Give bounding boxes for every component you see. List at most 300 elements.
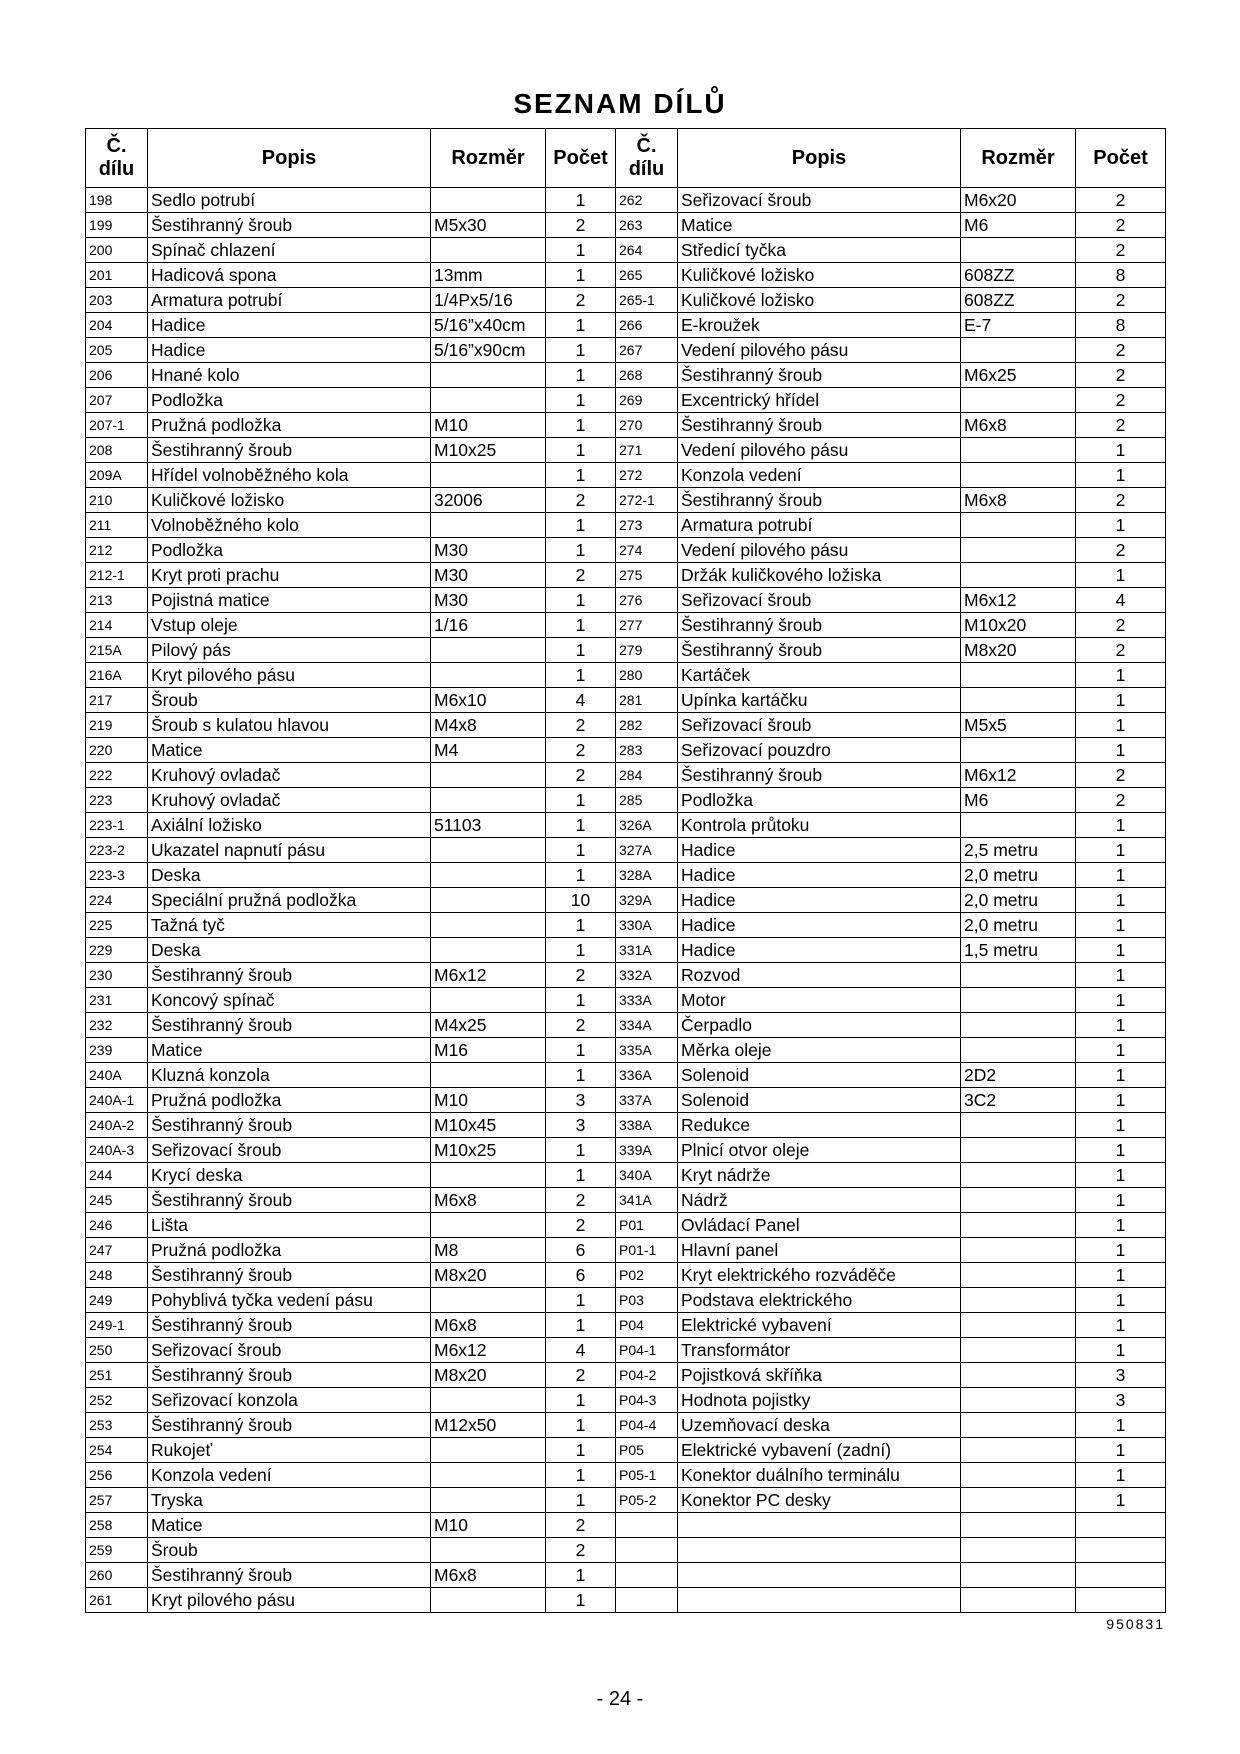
table-row	[86, 963, 1166, 988]
size-right-cell	[961, 738, 1076, 763]
quantity-left-cell: 1	[546, 1588, 616, 1613]
part-number-left-cell: 220	[86, 738, 148, 763]
size-right-cell	[961, 663, 1076, 688]
table-row	[86, 713, 1166, 738]
description-left-cell: Lišta	[148, 1213, 431, 1238]
size-right-cell: 1,5 metru	[961, 938, 1076, 963]
quantity-left-cell: 2	[546, 1188, 616, 1213]
size-left-cell: M5x30	[431, 213, 546, 238]
parts-table-body	[86, 188, 1166, 1613]
description-right-cell: Nádrž	[678, 1188, 961, 1213]
description-right-cell: Vedení pilového pásu	[678, 338, 961, 363]
size-left-cell	[431, 1438, 546, 1463]
size-left-cell	[431, 388, 546, 413]
description-left-cell: Matice	[148, 738, 431, 763]
description-left-cell: Tažná tyč	[148, 913, 431, 938]
quantity-right-cell: 1	[1076, 1013, 1166, 1038]
size-right-cell	[961, 1138, 1076, 1163]
quantity-right-cell: 1	[1076, 1263, 1166, 1288]
size-left-cell	[431, 763, 546, 788]
quantity-left-cell: 1	[546, 1388, 616, 1413]
description-right-cell: Vedení pilového pásu	[678, 538, 961, 563]
quantity-right-cell: 1	[1076, 1438, 1166, 1463]
part-number-right-cell: 265	[616, 263, 678, 288]
table-row	[86, 913, 1166, 938]
table-row	[86, 1213, 1166, 1238]
description-left-cell: Kryt pilového pásu	[148, 1588, 431, 1613]
quantity-left-cell: 2	[546, 1213, 616, 1238]
part-number-right-cell: P04	[616, 1313, 678, 1338]
part-number-right-cell: P04-4	[616, 1413, 678, 1438]
size-right-cell	[961, 563, 1076, 588]
size-right-cell	[961, 538, 1076, 563]
quantity-right-cell: 1	[1076, 1413, 1166, 1438]
quantity-left-cell: 10	[546, 888, 616, 913]
description-left-cell: Šestihranný šroub	[148, 963, 431, 988]
quantity-right-cell: 3	[1076, 1388, 1166, 1413]
part-number-left-cell: 217	[86, 688, 148, 713]
table-row	[86, 1238, 1166, 1263]
table-row	[86, 413, 1166, 438]
part-number-right-cell: 266	[616, 313, 678, 338]
quantity-left-cell: 1	[546, 913, 616, 938]
description-right-cell: Kuličkové ložisko	[678, 288, 961, 313]
quantity-left-cell: 2	[546, 1513, 616, 1538]
description-left-cell: Kruhový ovladač	[148, 763, 431, 788]
quantity-left-cell: 1	[546, 1313, 616, 1338]
header-quantity-right: Počet	[1076, 129, 1166, 188]
size-right-cell	[961, 963, 1076, 988]
size-left-cell: M10x45	[431, 1113, 546, 1138]
quantity-right-cell: 1	[1076, 1063, 1166, 1088]
quantity-right-cell: 1	[1076, 938, 1166, 963]
quantity-right-cell: 1	[1076, 1188, 1166, 1213]
quantity-right-cell: 1	[1076, 1138, 1166, 1163]
part-number-left-cell: 203	[86, 288, 148, 313]
size-left-cell: M6x8	[431, 1563, 546, 1588]
description-left-cell: Šroub s kulatou hlavou	[148, 713, 431, 738]
size-left-cell: M6x8	[431, 1313, 546, 1338]
quantity-right-cell: 8	[1076, 263, 1166, 288]
size-left-cell	[431, 1388, 546, 1413]
description-right-cell: Motor	[678, 988, 961, 1013]
quantity-right-cell: 1	[1076, 863, 1166, 888]
part-number-left-cell: 215A	[86, 638, 148, 663]
description-left-cell: Šestihranný šroub	[148, 1313, 431, 1338]
description-left-cell: Pilový pás	[148, 638, 431, 663]
description-left-cell: Kryt proti prachu	[148, 563, 431, 588]
part-number-left-cell: 225	[86, 913, 148, 938]
description-right-cell: Šestihranný šroub	[678, 763, 961, 788]
part-number-left-cell: 207	[86, 388, 148, 413]
size-left-cell: M30	[431, 588, 546, 613]
description-left-cell: Seřizovací šroub	[148, 1138, 431, 1163]
size-left-cell: 32006	[431, 488, 546, 513]
description-left-cell: Axiální ložisko	[148, 813, 431, 838]
quantity-right-cell: 1	[1076, 663, 1166, 688]
quantity-right-cell: 1	[1076, 1463, 1166, 1488]
description-right-cell: Transformátor	[678, 1338, 961, 1363]
description-left-cell: Šestihranný šroub	[148, 213, 431, 238]
part-number-left-cell: 199	[86, 213, 148, 238]
quantity-left-cell: 1	[546, 438, 616, 463]
quantity-right-cell: 2	[1076, 238, 1166, 263]
part-number-right-cell: 338A	[616, 1113, 678, 1138]
quantity-right-cell: 1	[1076, 988, 1166, 1013]
part-number-left-cell: 224	[86, 888, 148, 913]
description-right-cell: Elektrické vybavení (zadní)	[678, 1438, 961, 1463]
description-left-cell: Pružná podložka	[148, 1088, 431, 1113]
description-left-cell: Šestihranný šroub	[148, 1363, 431, 1388]
part-number-right-cell: P01-1	[616, 1238, 678, 1263]
description-right-cell: Hlavní panel	[678, 1238, 961, 1263]
description-right-cell: Kryt elektrického rozváděče	[678, 1263, 961, 1288]
size-right-cell	[961, 1438, 1076, 1463]
size-left-cell: M6x10	[431, 688, 546, 713]
description-right-cell	[678, 1588, 961, 1613]
size-left-cell	[431, 663, 546, 688]
quantity-left-cell: 1	[546, 638, 616, 663]
size-left-cell: 1/4Px5/16	[431, 288, 546, 313]
part-number-right-cell: P04-3	[616, 1388, 678, 1413]
quantity-right-cell	[1076, 1513, 1166, 1538]
part-number-right-cell: 271	[616, 438, 678, 463]
quantity-left-cell: 6	[546, 1238, 616, 1263]
size-left-cell	[431, 238, 546, 263]
table-row	[86, 463, 1166, 488]
description-left-cell: Hřídel volnoběžného kola	[148, 463, 431, 488]
part-number-right-cell: 326A	[616, 813, 678, 838]
size-left-cell	[431, 863, 546, 888]
page-number: - 24 -	[596, 1688, 644, 1710]
description-right-cell	[678, 1538, 961, 1563]
table-row	[86, 1563, 1166, 1588]
description-right-cell	[678, 1563, 961, 1588]
table-row	[86, 688, 1166, 713]
part-number-right-cell	[616, 1513, 678, 1538]
quantity-left-cell: 2	[546, 1363, 616, 1388]
description-right-cell: Konektor duálního terminálu	[678, 1463, 961, 1488]
description-left-cell: Seřizovací konzola	[148, 1388, 431, 1413]
description-right-cell: Elektrické vybavení	[678, 1313, 961, 1338]
size-left-cell	[431, 1288, 546, 1313]
quantity-left-cell: 1	[546, 1563, 616, 1588]
size-right-cell: 2,0 metru	[961, 888, 1076, 913]
description-right-cell: Rozvod	[678, 963, 961, 988]
description-left-cell: Hadicová spona	[148, 263, 431, 288]
description-left-cell: Krycí deska	[148, 1163, 431, 1188]
description-left-cell: Koncový spínač	[148, 988, 431, 1013]
part-number-right-cell: P04-1	[616, 1338, 678, 1363]
part-number-right-cell: 274	[616, 538, 678, 563]
part-number-left-cell: 246	[86, 1213, 148, 1238]
quantity-left-cell: 1	[546, 1038, 616, 1063]
size-left-cell: M8x20	[431, 1363, 546, 1388]
quantity-left-cell: 1	[546, 513, 616, 538]
quantity-left-cell: 1	[546, 1413, 616, 1438]
part-number-left-cell: 223-3	[86, 863, 148, 888]
description-left-cell: Pružná podložka	[148, 413, 431, 438]
description-left-cell: Matice	[148, 1038, 431, 1063]
table-row	[86, 1063, 1166, 1088]
part-number-right-cell: 341A	[616, 1188, 678, 1213]
part-number-left-cell: 256	[86, 1463, 148, 1488]
size-left-cell	[431, 188, 546, 213]
part-number-left-cell: 232	[86, 1013, 148, 1038]
description-left-cell: Speciální pružná podložka	[148, 888, 431, 913]
quantity-left-cell: 1	[546, 1163, 616, 1188]
quantity-right-cell: 3	[1076, 1363, 1166, 1388]
description-right-cell: Pojistková skříňka	[678, 1363, 961, 1388]
table-row	[86, 1363, 1166, 1388]
table-row	[86, 438, 1166, 463]
part-number-right-cell: 330A	[616, 913, 678, 938]
description-right-cell: Hadice	[678, 838, 961, 863]
description-right-cell: Seřizovací šroub	[678, 188, 961, 213]
part-number-left-cell: 250	[86, 1338, 148, 1363]
description-right-cell: Šestihranný šroub	[678, 413, 961, 438]
page-title: SEZNAM DÍLŮ	[513, 88, 727, 119]
table-row	[86, 1263, 1166, 1288]
table-row	[86, 1588, 1166, 1613]
description-left-cell: Pohyblivá tyčka vedení pásu	[148, 1288, 431, 1313]
size-left-cell	[431, 1163, 546, 1188]
quantity-left-cell: 1	[546, 663, 616, 688]
size-right-cell	[961, 1338, 1076, 1363]
part-number-left-cell: 200	[86, 238, 148, 263]
quantity-left-cell: 2	[546, 763, 616, 788]
part-number-right-cell: P05-1	[616, 1463, 678, 1488]
size-left-cell: M10x25	[431, 438, 546, 463]
header-quantity-left: Počet	[546, 129, 616, 188]
table-row	[86, 1513, 1166, 1538]
size-right-cell: M6	[961, 788, 1076, 813]
quantity-right-cell: 1	[1076, 563, 1166, 588]
table-row	[86, 488, 1166, 513]
part-number-left-cell: 222	[86, 763, 148, 788]
size-left-cell: M10x25	[431, 1138, 546, 1163]
quantity-left-cell: 1	[546, 1488, 616, 1513]
size-right-cell	[961, 1188, 1076, 1213]
size-left-cell: M8x20	[431, 1263, 546, 1288]
size-left-cell: M6x12	[431, 963, 546, 988]
size-right-cell: M6	[961, 213, 1076, 238]
quantity-left-cell: 4	[546, 1338, 616, 1363]
quantity-left-cell: 1	[546, 1463, 616, 1488]
size-left-cell: M10	[431, 1088, 546, 1113]
description-left-cell: Seřizovací šroub	[148, 1338, 431, 1363]
description-left-cell: Šroub	[148, 688, 431, 713]
table-header-row	[86, 129, 1166, 188]
size-right-cell: E-7	[961, 313, 1076, 338]
quantity-left-cell: 1	[546, 1438, 616, 1463]
size-left-cell	[431, 463, 546, 488]
description-right-cell: Matice	[678, 213, 961, 238]
description-right-cell: Kartáček	[678, 663, 961, 688]
part-number-right-cell: 334A	[616, 1013, 678, 1038]
quantity-right-cell: 1	[1076, 1163, 1166, 1188]
description-right-cell: Čerpadlo	[678, 1013, 961, 1038]
size-right-cell: M10x20	[961, 613, 1076, 638]
size-right-cell	[961, 1463, 1076, 1488]
part-number-right-cell: 265-1	[616, 288, 678, 313]
part-number-left-cell: 214	[86, 613, 148, 638]
part-number-left-cell: 210	[86, 488, 148, 513]
part-number-right-cell: 335A	[616, 1038, 678, 1063]
size-left-cell	[431, 788, 546, 813]
quantity-right-cell: 2	[1076, 488, 1166, 513]
quantity-left-cell: 2	[546, 213, 616, 238]
part-number-right-cell: 329A	[616, 888, 678, 913]
description-left-cell: Volnoběžného kolo	[148, 513, 431, 538]
size-left-cell: M12x50	[431, 1413, 546, 1438]
description-right-cell: Konektor PC desky	[678, 1488, 961, 1513]
description-right-cell: Podložka	[678, 788, 961, 813]
quantity-left-cell: 4	[546, 688, 616, 713]
quantity-left-cell: 1	[546, 388, 616, 413]
size-left-cell: 5/16”x40cm	[431, 313, 546, 338]
table-row	[86, 1388, 1166, 1413]
quantity-right-cell: 1	[1076, 1088, 1166, 1113]
part-number-left-cell: 240A-1	[86, 1088, 148, 1113]
part-number-right-cell: 283	[616, 738, 678, 763]
part-number-left-cell: 223	[86, 788, 148, 813]
description-left-cell: Pojistná matice	[148, 588, 431, 613]
quantity-left-cell: 3	[546, 1088, 616, 1113]
description-right-cell: E-kroužek	[678, 313, 961, 338]
quantity-left-cell: 1	[546, 1063, 616, 1088]
table-row	[86, 1313, 1166, 1338]
size-left-cell	[431, 363, 546, 388]
quantity-left-cell: 1	[546, 413, 616, 438]
part-number-left-cell: 213	[86, 588, 148, 613]
part-number-right-cell: 285	[616, 788, 678, 813]
table-row	[86, 1113, 1166, 1138]
description-left-cell: Šroub	[148, 1538, 431, 1563]
quantity-right-cell: 2	[1076, 363, 1166, 388]
part-number-left-cell: 208	[86, 438, 148, 463]
description-left-cell: Podložka	[148, 388, 431, 413]
size-right-cell: M6x8	[961, 488, 1076, 513]
table-row	[86, 863, 1166, 888]
header-part-number-right: Č. dílu	[616, 129, 678, 188]
table-row	[86, 388, 1166, 413]
part-number-right-cell: 282	[616, 713, 678, 738]
size-left-cell: M4x8	[431, 713, 546, 738]
table-row	[86, 288, 1166, 313]
quantity-left-cell: 2	[546, 563, 616, 588]
part-number-left-cell: 249	[86, 1288, 148, 1313]
size-right-cell	[961, 1388, 1076, 1413]
part-number-right-cell: 331A	[616, 938, 678, 963]
quantity-left-cell: 2	[546, 1538, 616, 1563]
part-number-left-cell: 201	[86, 263, 148, 288]
table-row	[86, 563, 1166, 588]
quantity-right-cell: 1	[1076, 1213, 1166, 1238]
description-left-cell: Sedlo potrubí	[148, 188, 431, 213]
table-row	[86, 663, 1166, 688]
part-number-left-cell: 223-2	[86, 838, 148, 863]
quantity-left-cell: 1	[546, 813, 616, 838]
part-number-right-cell: 262	[616, 188, 678, 213]
part-number-right-cell: P04-2	[616, 1363, 678, 1388]
description-right-cell: Vedení pilového pásu	[678, 438, 961, 463]
size-right-cell: M6x12	[961, 763, 1076, 788]
size-left-cell	[431, 938, 546, 963]
part-number-right-cell: 284	[616, 763, 678, 788]
description-right-cell: Kryt nádrže	[678, 1163, 961, 1188]
description-left-cell: Šestihranný šroub	[148, 1263, 431, 1288]
quantity-left-cell: 1	[546, 363, 616, 388]
quantity-right-cell: 1	[1076, 463, 1166, 488]
table-row	[86, 363, 1166, 388]
size-right-cell	[961, 1263, 1076, 1288]
part-number-right-cell: P05-2	[616, 1488, 678, 1513]
description-right-cell: Kontrola průtoku	[678, 813, 961, 838]
part-number-right-cell: 281	[616, 688, 678, 713]
description-left-cell: Šestihranný šroub	[148, 1188, 431, 1213]
part-number-right-cell: P03	[616, 1288, 678, 1313]
part-number-left-cell: 216A	[86, 663, 148, 688]
quantity-right-cell: 1	[1076, 688, 1166, 713]
quantity-right-cell: 1	[1076, 1288, 1166, 1313]
size-right-cell	[961, 1238, 1076, 1263]
description-left-cell: Kruhový ovladač	[148, 788, 431, 813]
quantity-left-cell: 2	[546, 488, 616, 513]
size-right-cell: 608ZZ	[961, 288, 1076, 313]
part-number-right-cell: 277	[616, 613, 678, 638]
quantity-right-cell: 1	[1076, 738, 1166, 763]
quantity-left-cell: 2	[546, 963, 616, 988]
table-row	[86, 1413, 1166, 1438]
quantity-right-cell: 1	[1076, 813, 1166, 838]
quantity-right-cell: 2	[1076, 188, 1166, 213]
size-right-cell: 2,0 metru	[961, 913, 1076, 938]
size-right-cell	[961, 463, 1076, 488]
description-right-cell: Šestihranný šroub	[678, 488, 961, 513]
part-number-right-cell: 332A	[616, 963, 678, 988]
part-number-left-cell: 239	[86, 1038, 148, 1063]
quantity-right-cell: 2	[1076, 213, 1166, 238]
table-row	[86, 1488, 1166, 1513]
part-number-left-cell: 251	[86, 1363, 148, 1388]
size-left-cell	[431, 638, 546, 663]
size-left-cell: M8	[431, 1238, 546, 1263]
quantity-left-cell: 1	[546, 338, 616, 363]
description-left-cell: Hnané kolo	[148, 363, 431, 388]
part-number-right-cell: 273	[616, 513, 678, 538]
size-right-cell	[961, 1313, 1076, 1338]
description-left-cell: Spínač chlazení	[148, 238, 431, 263]
quantity-left-cell: 1	[546, 538, 616, 563]
quantity-left-cell: 6	[546, 1263, 616, 1288]
part-number-left-cell: 229	[86, 938, 148, 963]
quantity-left-cell: 1	[546, 463, 616, 488]
part-number-left-cell: 219	[86, 713, 148, 738]
quantity-right-cell: 1	[1076, 713, 1166, 738]
description-left-cell: Podložka	[148, 538, 431, 563]
table-row	[86, 1288, 1166, 1313]
description-right-cell: Kuličkové ložisko	[678, 263, 961, 288]
part-number-right-cell: 272-1	[616, 488, 678, 513]
part-number-left-cell: 254	[86, 1438, 148, 1463]
quantity-left-cell: 2	[546, 713, 616, 738]
table-row	[86, 1538, 1166, 1563]
size-right-cell	[961, 1538, 1076, 1563]
part-number-right-cell	[616, 1563, 678, 1588]
table-row	[86, 1338, 1166, 1363]
quantity-left-cell: 1	[546, 188, 616, 213]
